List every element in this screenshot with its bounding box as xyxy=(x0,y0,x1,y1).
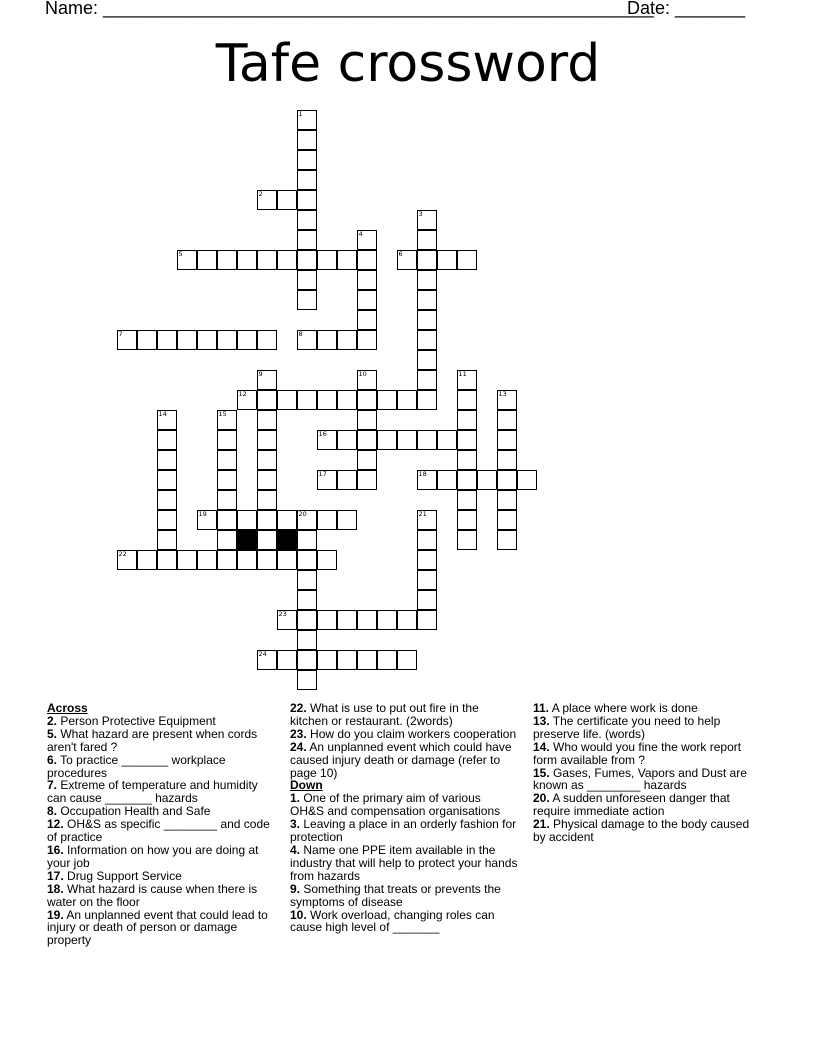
grid-cell[interactable] xyxy=(317,390,337,410)
clue-number: 21. xyxy=(533,817,550,832)
cell-number: 12 xyxy=(238,389,247,398)
grid-cell[interactable] xyxy=(277,250,297,270)
clue-text: Leaving a place in an orderly fashion for protection xyxy=(290,817,517,845)
grid-cell[interactable] xyxy=(297,610,317,630)
black-cell xyxy=(277,530,297,550)
grid-cell[interactable] xyxy=(417,310,437,330)
grid-cell[interactable] xyxy=(257,450,277,470)
clue-number: 20. xyxy=(533,791,550,806)
clue-number: 2. xyxy=(47,713,58,728)
clue-number: 11. xyxy=(533,701,550,715)
grid-cell[interactable] xyxy=(217,250,237,270)
clue-text: What is use to put out fire in the kitchen or restaurant. (2words) xyxy=(290,701,479,728)
clue-text: What hazard is cause when there is water on the floor xyxy=(47,881,258,909)
grid-cell[interactable] xyxy=(157,410,177,430)
grid-cell[interactable] xyxy=(297,290,317,310)
cell-number: 17 xyxy=(318,469,327,478)
grid-cell[interactable] xyxy=(437,470,457,490)
grid-cell[interactable] xyxy=(137,550,157,570)
grid-cell[interactable] xyxy=(377,610,397,630)
grid-cell[interactable] xyxy=(297,650,317,670)
across-clue xyxy=(47,909,275,948)
grid-cell[interactable] xyxy=(257,190,277,210)
grid-cell[interactable] xyxy=(417,330,437,350)
grid-cell[interactable] xyxy=(417,550,437,570)
grid-cell[interactable] xyxy=(457,510,477,530)
clue-number: 15. xyxy=(533,765,550,780)
grid-cell[interactable] xyxy=(297,230,317,250)
grid-cell[interactable] xyxy=(217,510,237,530)
grid-cell[interactable] xyxy=(157,330,177,350)
grid-cell[interactable] xyxy=(297,150,317,170)
cell-number: 9 xyxy=(258,369,263,378)
cell-number: 18 xyxy=(418,469,427,478)
grid-cell[interactable] xyxy=(357,450,377,470)
clue-text: An unplanned event that could lead to injury or death of person or damage property xyxy=(47,907,268,948)
across-heading: Across xyxy=(47,701,88,715)
across-clue xyxy=(47,883,275,909)
grid-cell[interactable] xyxy=(357,310,377,330)
grid-cell[interactable] xyxy=(417,530,437,550)
clue-text: One of the primary aim of various OH&S and compensation organisations xyxy=(290,791,501,819)
clue-number: 5. xyxy=(47,726,58,741)
across-clue xyxy=(47,754,275,780)
grid-cell[interactable] xyxy=(257,470,277,490)
clue-text: A sudden unforeseen danger that require immediate action xyxy=(533,791,730,819)
grid-cell[interactable] xyxy=(437,250,457,270)
clue-number: 7. xyxy=(47,778,58,793)
grid-cell[interactable] xyxy=(177,330,197,350)
clue-text: Something that treats or prevents the symptoms of disease xyxy=(290,881,501,909)
grid-cell[interactable] xyxy=(337,330,357,350)
grid-cell[interactable] xyxy=(377,650,397,670)
down-clue xyxy=(533,741,761,767)
down-clue xyxy=(290,844,518,883)
grid-cell[interactable] xyxy=(297,110,317,130)
clue-number: 19. xyxy=(47,907,64,922)
clue-number: 12. xyxy=(47,817,64,832)
page-title: Tafe crossword xyxy=(215,34,601,94)
grid-cell[interactable] xyxy=(297,270,317,290)
grid-cell[interactable] xyxy=(177,250,197,270)
grid-cell[interactable] xyxy=(297,630,317,650)
grid-cell[interactable] xyxy=(357,270,377,290)
grid-cell[interactable] xyxy=(357,230,377,250)
grid-cell[interactable] xyxy=(257,370,277,390)
clue-number: 14. xyxy=(533,739,550,754)
grid-cell[interactable] xyxy=(297,570,317,590)
grid-cell[interactable] xyxy=(277,550,297,570)
grid-cell[interactable] xyxy=(357,390,377,410)
grid-cell[interactable] xyxy=(317,330,337,350)
clue-text: Name one PPE item available in the industry that will help to protect your hands from hazards xyxy=(290,842,518,883)
down-clue xyxy=(290,792,518,818)
down-clue xyxy=(290,883,518,909)
grid-cell[interactable] xyxy=(257,650,277,670)
clue-text: A place where work is done xyxy=(549,701,698,715)
grid-cell[interactable] xyxy=(397,610,417,630)
clue-text: An unplanned event which could have caused injury death or damage (refer to page 10) xyxy=(290,739,512,780)
grid-cell[interactable] xyxy=(317,250,337,270)
clue-number: 24. xyxy=(290,739,307,754)
cell-number: 24 xyxy=(258,649,267,658)
clue-number: 3. xyxy=(290,817,301,832)
grid-cell[interactable] xyxy=(337,250,357,270)
clue-text: To practice _______ workplace procedures xyxy=(47,752,226,780)
clue-number: 8. xyxy=(47,804,58,819)
grid-cell[interactable] xyxy=(237,510,257,530)
clue-number: 18. xyxy=(47,881,64,896)
across-clue xyxy=(47,779,275,805)
grid-cell[interactable] xyxy=(417,290,437,310)
cell-number: 6 xyxy=(398,249,403,258)
grid-cell[interactable] xyxy=(257,430,277,450)
grid-cell[interactable] xyxy=(237,390,257,410)
grid-cell[interactable] xyxy=(297,530,317,550)
grid-cell[interactable] xyxy=(497,490,517,510)
clue-text: Information on how you are doing at your job xyxy=(47,842,259,870)
across-clue xyxy=(47,728,275,754)
grid-cell[interactable] xyxy=(357,410,377,430)
clue-number: 9. xyxy=(290,881,301,896)
down-clue xyxy=(533,715,761,741)
grid-cell[interactable] xyxy=(417,510,437,530)
grid-cell[interactable] xyxy=(197,510,217,530)
grid-cell[interactable] xyxy=(457,410,477,430)
cell-number: 20 xyxy=(298,509,307,518)
across-clue xyxy=(47,818,275,844)
grid-cell[interactable] xyxy=(357,470,377,490)
grid-cell[interactable] xyxy=(157,470,177,490)
black-cell xyxy=(237,530,257,550)
cell-number: 14 xyxy=(158,409,167,418)
grid-cell[interactable] xyxy=(217,550,237,570)
grid-cell[interactable] xyxy=(397,390,417,410)
grid-cell[interactable] xyxy=(357,430,377,450)
grid-cell[interactable] xyxy=(217,410,237,430)
grid-cell[interactable] xyxy=(137,330,157,350)
grid-cell[interactable] xyxy=(357,250,377,270)
clue-number: 13. xyxy=(533,713,550,728)
grid-cell[interactable] xyxy=(317,470,337,490)
clue-text: What hazard are present when cords aren't fared ? xyxy=(47,726,258,754)
grid-cell[interactable] xyxy=(417,270,437,290)
down-clue xyxy=(533,818,761,844)
cell-number: 23 xyxy=(278,609,287,618)
grid-cell[interactable] xyxy=(297,190,317,210)
grid-cell[interactable] xyxy=(457,390,477,410)
down-clue xyxy=(533,792,761,818)
clue-text: Who would you fine the work report form available from ? xyxy=(533,739,742,767)
cell-number: 15 xyxy=(218,409,227,418)
grid-cell[interactable] xyxy=(317,510,337,530)
grid-cell[interactable] xyxy=(297,130,317,150)
grid-cell[interactable] xyxy=(157,450,177,470)
cell-number: 13 xyxy=(498,389,507,398)
across-clue xyxy=(290,702,518,728)
down-clue xyxy=(290,818,518,844)
grid-cell[interactable] xyxy=(357,290,377,310)
grid-cell[interactable] xyxy=(417,610,437,630)
clue-text: Physical damage to the body caused by accident xyxy=(533,817,750,845)
grid-cell[interactable] xyxy=(297,170,317,190)
down-heading: Down xyxy=(290,778,323,793)
grid-cell[interactable] xyxy=(177,550,197,570)
grid-cell[interactable] xyxy=(157,530,177,550)
grid-cell[interactable] xyxy=(417,390,437,410)
down-clue xyxy=(290,909,518,935)
grid-cell[interactable] xyxy=(197,550,217,570)
clue-text: Person Protective Equipment xyxy=(57,713,216,728)
grid-cell[interactable] xyxy=(277,510,297,530)
grid-cell[interactable] xyxy=(357,650,377,670)
clue-number: 10. xyxy=(290,907,307,922)
grid-cell[interactable] xyxy=(317,650,337,670)
grid-cell[interactable] xyxy=(257,550,277,570)
grid-cell[interactable] xyxy=(257,510,277,530)
grid-cell[interactable] xyxy=(337,650,357,670)
grid-cell[interactable] xyxy=(377,430,397,450)
grid-cell[interactable] xyxy=(417,210,437,230)
clue-text: Drug Support Service xyxy=(63,868,182,883)
clue-number: 6. xyxy=(47,752,58,767)
cell-number: 1 xyxy=(298,109,303,118)
cell-number: 10 xyxy=(358,369,367,378)
grid-cell[interactable] xyxy=(497,470,517,490)
cell-number: 7 xyxy=(118,329,123,338)
grid-cell[interactable] xyxy=(417,430,437,450)
grid-cell[interactable] xyxy=(257,390,277,410)
grid-cell[interactable] xyxy=(197,250,217,270)
clue-text: The certificate you need to help preserve life. (words) xyxy=(533,713,721,741)
grid-cell[interactable] xyxy=(297,390,317,410)
grid-cell[interactable] xyxy=(457,250,477,270)
grid-cell[interactable] xyxy=(337,470,357,490)
grid-cell[interactable] xyxy=(417,350,437,370)
grid-cell[interactable] xyxy=(217,450,237,470)
grid-cell[interactable] xyxy=(317,550,337,570)
grid-cell[interactable] xyxy=(277,190,297,210)
grid-cell[interactable] xyxy=(457,430,477,450)
grid-cell[interactable] xyxy=(357,330,377,350)
grid-cell[interactable] xyxy=(277,650,297,670)
name-field[interactable]: Name: _______________________________________________________ xyxy=(45,0,654,18)
cell-number: 21 xyxy=(418,509,427,518)
clues-column-3 xyxy=(533,702,761,844)
grid-cell[interactable] xyxy=(297,550,317,570)
grid-cell[interactable] xyxy=(357,610,377,630)
clue-number: 22. xyxy=(290,701,307,715)
grid-cell[interactable] xyxy=(237,330,257,350)
grid-cell[interactable] xyxy=(497,430,517,450)
grid-cell[interactable] xyxy=(297,250,317,270)
cell-number: 11 xyxy=(458,369,467,378)
clue-number: 17. xyxy=(47,868,64,883)
clue-text: Extreme of temperature and humidity can cause _______ hazards xyxy=(47,778,258,806)
grid-cell[interactable] xyxy=(517,470,537,490)
grid-cell[interactable] xyxy=(257,250,277,270)
clue-text: Gases, Fumes, Vapors and Dust are known as ________ hazards xyxy=(533,765,747,793)
cell-number: 4 xyxy=(358,229,363,238)
grid-cell[interactable] xyxy=(197,330,217,350)
grid-cell[interactable] xyxy=(257,410,277,430)
grid-cell[interactable] xyxy=(217,530,237,550)
grid-cell[interactable] xyxy=(497,410,517,430)
grid-cell[interactable] xyxy=(257,490,277,510)
grid-cell[interactable] xyxy=(297,590,317,610)
grid-cell[interactable] xyxy=(237,250,257,270)
clue-text: Work overload, changing roles can cause high level of _______ xyxy=(290,907,495,935)
grid-cell[interactable] xyxy=(337,430,357,450)
grid-cell[interactable] xyxy=(377,390,397,410)
grid-cell[interactable] xyxy=(117,330,137,350)
grid-cell[interactable] xyxy=(257,330,277,350)
grid-cell[interactable] xyxy=(337,390,357,410)
grid-cell[interactable] xyxy=(417,470,437,490)
clue-text: Occupation Health and Safe xyxy=(57,804,211,819)
grid-cell[interactable] xyxy=(117,550,137,570)
grid-cell[interactable] xyxy=(417,370,437,390)
clue-number: 1. xyxy=(290,791,301,806)
cell-number: 22 xyxy=(118,549,127,558)
grid-cell[interactable] xyxy=(417,250,437,270)
grid-cell[interactable] xyxy=(457,450,477,470)
grid-cell[interactable] xyxy=(497,530,517,550)
grid-cell[interactable] xyxy=(497,510,517,530)
cell-number: 5 xyxy=(178,249,183,258)
grid-cell[interactable] xyxy=(217,330,237,350)
cell-number: 8 xyxy=(298,329,303,338)
clues-column-2 xyxy=(290,702,518,934)
grid-cell[interactable] xyxy=(457,530,477,550)
grid-cell[interactable] xyxy=(397,430,417,450)
grid-cell[interactable] xyxy=(277,610,297,630)
clues-column-1 xyxy=(47,702,275,947)
grid-cell[interactable] xyxy=(217,490,237,510)
crossword-grid xyxy=(117,110,557,690)
grid-cell[interactable] xyxy=(337,610,357,630)
grid-cell[interactable] xyxy=(457,490,477,510)
clue-number: 23. xyxy=(290,726,307,741)
grid-cell[interactable] xyxy=(397,650,417,670)
grid-cell[interactable] xyxy=(297,670,317,690)
grid-cell[interactable] xyxy=(397,250,417,270)
grid-cell[interactable] xyxy=(217,430,237,450)
grid-cell[interactable] xyxy=(457,470,477,490)
grid-cell[interactable] xyxy=(157,430,177,450)
grid-cell[interactable] xyxy=(157,550,177,570)
grid-cell[interactable] xyxy=(297,510,317,530)
cell-number: 3 xyxy=(418,209,423,218)
across-clue xyxy=(47,844,275,870)
date-field[interactable]: Date: _______ xyxy=(627,0,746,18)
down-clue xyxy=(533,767,761,793)
grid-cell[interactable] xyxy=(417,570,437,590)
grid-cell[interactable] xyxy=(237,550,257,570)
grid-cell[interactable] xyxy=(257,530,277,550)
across-clue xyxy=(290,741,518,780)
cell-number: 2 xyxy=(258,189,263,198)
grid-cell[interactable] xyxy=(477,470,497,490)
grid-cell[interactable] xyxy=(457,370,477,390)
grid-cell[interactable] xyxy=(297,210,317,230)
grid-cell[interactable] xyxy=(317,610,337,630)
grid-cell[interactable] xyxy=(497,450,517,470)
clue-number: 16. xyxy=(47,842,64,857)
grid-cell[interactable] xyxy=(157,510,177,530)
grid-cell[interactable] xyxy=(357,370,377,390)
grid-cell[interactable] xyxy=(437,430,457,450)
grid-cell[interactable] xyxy=(297,330,317,350)
cell-number: 19 xyxy=(198,509,207,518)
clue-text: OH&S as specific ________ and code of practice xyxy=(47,817,270,845)
cell-number: 16 xyxy=(318,429,327,438)
grid-cell[interactable] xyxy=(277,390,297,410)
clue-text: How do you claim workers cooperation xyxy=(306,726,517,741)
grid-cell[interactable] xyxy=(337,510,357,530)
grid-cell[interactable] xyxy=(417,590,437,610)
grid-cell[interactable] xyxy=(157,490,177,510)
grid-cell[interactable] xyxy=(217,470,237,490)
clue-number: 4. xyxy=(290,842,301,857)
grid-cell[interactable] xyxy=(317,430,337,450)
grid-cell[interactable] xyxy=(417,230,437,250)
grid-cell[interactable] xyxy=(497,390,517,410)
